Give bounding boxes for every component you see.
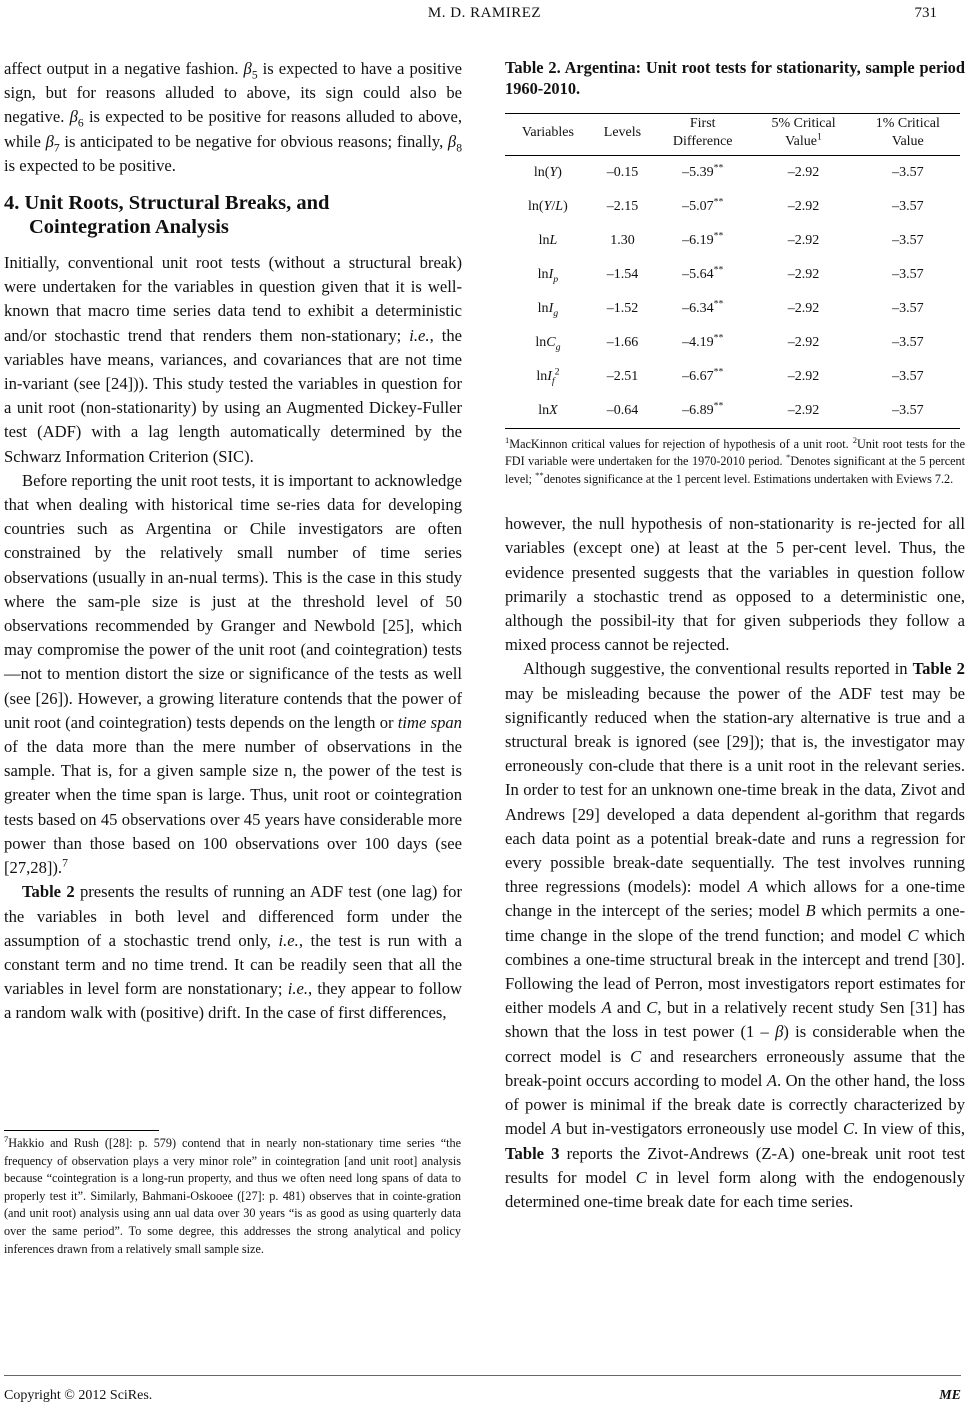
variable-cell: lnC$_g$ — [535, 334, 561, 353]
right-column — [505, 57, 965, 1214]
critical-1-cell: –3.57 — [892, 164, 924, 180]
table-body — [505, 156, 960, 429]
critical-5-cell: –2.92 — [787, 232, 820, 248]
variable-cell: ln(Y/L) — [528, 198, 568, 214]
table-row — [505, 190, 960, 224]
table-row — [505, 224, 960, 258]
critical-5-cell: –2.92 — [787, 334, 820, 350]
body-paragraph-1: Initially, conventional unit root tests (without a structural break) were undertaken for the variables in question given that it is well-known that macro time series data tend to exhibit a deterministic and/or stochastic trend that renders them non-stationary; i.e., the variables have means, variances, and covariances that are not time in-variant (see [24])). This study tested the variables in question for a unit root (non-stationarity) by using an Augmented Dickey-Fuller test (ADF) with a lag length automatically determined by the Schwarz Information Criterion (SIC). — [4, 253, 462, 466]
critical-1-cell: –3.57 — [892, 334, 924, 350]
first-difference-cell: –6.67** — [682, 366, 724, 384]
body-paragraph-2: Before reporting the unit root tests, it is important to acknowledge that when dealing with historical time se-ries data for developing countries such as Argentina or Chile investigators are often constrained by the relatively small number of time series observations (usually in an-nual terms). This is the case in this study where the sam-ple size is just at the threshold level of 50 observations recommended by Granger and Newbold [25], which may compromise the power of the unit root (and cointegration) tests—not to mention distort the size or significance of the tests as well (see [26]). However, a growing literature contends that the power of unit root (and cointegration) tests depends on the length or time span of the data more than the mere number of observations in the sample. That is, for a given sample size n, the power of the test is greater when the time span is large. Thus, unit root or cointegration tests based on 45 observations over 45 years have considerable more power than those based on 100 observations over 100 days (see [27,28]).$^7$ — [4, 470, 462, 878]
unit-root-table — [505, 113, 960, 429]
level-cell: –0.15 — [606, 164, 639, 180]
critical-5-cell: –2.92 — [787, 368, 820, 384]
critical-1-cell: –3.57 — [892, 232, 924, 248]
variable-cell: lnX — [505, 394, 591, 429]
footer-rule — [4, 1375, 961, 1376]
table-row — [505, 360, 960, 394]
table-row — [505, 326, 960, 360]
copyright: Copyright © 2012 SciRes. — [4, 1388, 153, 1403]
level-cell: 1.30 — [610, 232, 635, 248]
first-difference-cell: –5.64** — [682, 264, 724, 282]
table-header-cell: 1% Critical Value — [856, 114, 960, 156]
footnote-rule — [4, 1130, 159, 1131]
first-difference-cell: –6.34** — [682, 298, 724, 316]
critical-1-cell: –3.57 — [892, 198, 924, 214]
table-header-row — [505, 114, 960, 156]
variable-cell: lnL — [538, 232, 558, 248]
critical-5-cell: –2.92 — [787, 198, 820, 214]
journal-abbrev: ME — [939, 1388, 961, 1403]
section-heading-line2: Cointegration Analysis — [29, 216, 229, 239]
level-cell: –1.66 — [606, 334, 639, 350]
first-difference-cell: –5.07** — [682, 196, 724, 214]
variable-cell: ln(Y) — [533, 164, 562, 180]
first-difference-cell: –6.89** — [654, 394, 751, 429]
intro-paragraph: affect output in a negative fashion. $\beta_5$ is expected to have a positive sign, but for reasons alluded to above, its sign could also be negative. $\beta_6$ is expected to be positive for reasons alluded to above, while $\beta_7$ is anticipated to be negative for obvious reasons; finally, $\beta_8$ is expected to be positive. — [4, 59, 462, 175]
variable-cell: lnI$_g$ — [537, 300, 559, 319]
footnote-7: $^7$Hakkio and Rush ([28]: p. 579) contend that in nearly non-stationary time series “the frequency of observation plays a very minor role” in cointegration [and unit root] analysis because “cointegration is a long-run property, and thus we often need long spans of data to properly test it”. Similarly, Bahmani-Oskooee ([27]: p. 481) observes that in cointe-gration (and unit root) analysis using ann ual data over 30 years “is as good as using quarterly data over the same period”. To some degree, this addresses the strong analytical and policy inferences drawn from a relatively small sample size. — [4, 1133, 461, 1256]
section-heading-line1: 4. Unit Roots, Structural Breaks, and — [4, 192, 330, 215]
critical-5-cell: –2.92 — [751, 394, 855, 429]
body-paragraph-3: Table 2 presents the results of running an ADF test (one lag) for the variables in both level and differenced form under the assumption of a stochastic trend only, i.e., the test is run with a constant term and no time trend. It can be readily seen that all the variables in level form are nonstationary; i.e., they appear to follow a random walk with (positive) drift. In the case of first differences, — [4, 882, 462, 1023]
critical-5-cell: –2.92 — [787, 164, 820, 180]
level-cell: –1.54 — [606, 266, 639, 282]
section-heading — [4, 191, 462, 239]
table-header-cell: First Difference — [654, 114, 751, 156]
left-column — [4, 57, 462, 1026]
level-cell: –2.15 — [606, 198, 639, 214]
level-cell: –0.64 — [591, 394, 654, 429]
first-difference-cell: –6.19** — [682, 230, 724, 248]
critical-1-cell: –3.57 — [892, 368, 924, 384]
level-cell: –1.52 — [606, 300, 639, 316]
table-note: $^1$MacKinnon critical values for rejection of hypothesis of a unit root. $^2$Unit root tests for the FDI variable were undertaken for the 1970-2010 period. *Denotes significant at the 5 percent level; **denotes significance at the 1 percent level. Estimations undertaken with Eviews 7.2. — [505, 434, 965, 486]
table-header-cell: Levels — [591, 114, 654, 156]
variable-cell: lnI$_p$ — [537, 266, 559, 285]
table-row — [505, 156, 960, 191]
level-cell: –2.51 — [606, 368, 639, 384]
first-difference-cell: –4.19** — [682, 332, 724, 350]
table-caption: Table 2. Argentina: Unit root tests for stationarity, sample period 1960-2010. — [505, 58, 965, 98]
table-row — [505, 394, 960, 429]
critical-1-cell: –3.57 — [856, 394, 960, 429]
critical-5-cell: –2.92 — [787, 300, 820, 316]
table-header-cell: Variables — [505, 114, 591, 156]
table-row — [505, 292, 960, 326]
critical-1-cell: –3.57 — [892, 266, 924, 282]
running-header-author: M. D. RAMIREZ — [427, 5, 542, 21]
variable-cell: lnI$_f^2$ — [536, 366, 560, 387]
table-header-cell: 5% Critical Value$^1$ — [751, 114, 855, 156]
critical-1-cell: –3.57 — [892, 300, 924, 316]
first-difference-cell: –5.39** — [682, 162, 724, 180]
page-number: 731 — [914, 5, 937, 21]
right-paragraph-1: however, the null hypothesis of non-stationarity is re-jected for all variables (except one) at least at the 5 per-cent level. Thus, the evidence presented suggests that the variables in question follow primarily a stochastic trend as opposed to a deterministic one, although the possibil-ity that for given subperiods they follow a mixed process cannot be rejected. — [505, 514, 965, 655]
right-paragraph-2: Although suggestive, the conventional results reported in Table 2 may be misleading because the power of the ADF test may be significantly reduced when the station-ary alternative is true and a structural break is ignored (see [29]); that is, the investigator may erroneously con-clude that there is a unit root in the relevant series. In order to test for an unknown one-time break in the data, Zivot and Andrews [29] developed a data dependent al-gorithm that regards each data point as a potential break-date and runs a regression for every possible break-date sequentially. The test involves running three regressions (models): model A which allows for a one-time change in the intercept of the series; model B which permits a one-time change in the slope of the trend function; and model C which combines a one-time structural break in the intercept and trend [30]. Following the lead of Perron, most investigators report estimates for either models A and C, but in a relatively recent study Sen [31] has shown that the loss in test power (1 – β) is considerable when the correct model is C and researchers erroneously assume that the break-point occurs according to model A. On the other hand, the loss of power is minimal if the break date is correctly characterized by model A but in-vestigators erroneously use model C. In view of this, Table 3 reports the Zivot-Andrews (Z-A) one-break unit root test results for model C in level form along with the endogenously determined one-time break date for each time series. — [505, 659, 966, 1211]
critical-5-cell: –2.92 — [787, 266, 820, 282]
table-row — [505, 258, 960, 292]
